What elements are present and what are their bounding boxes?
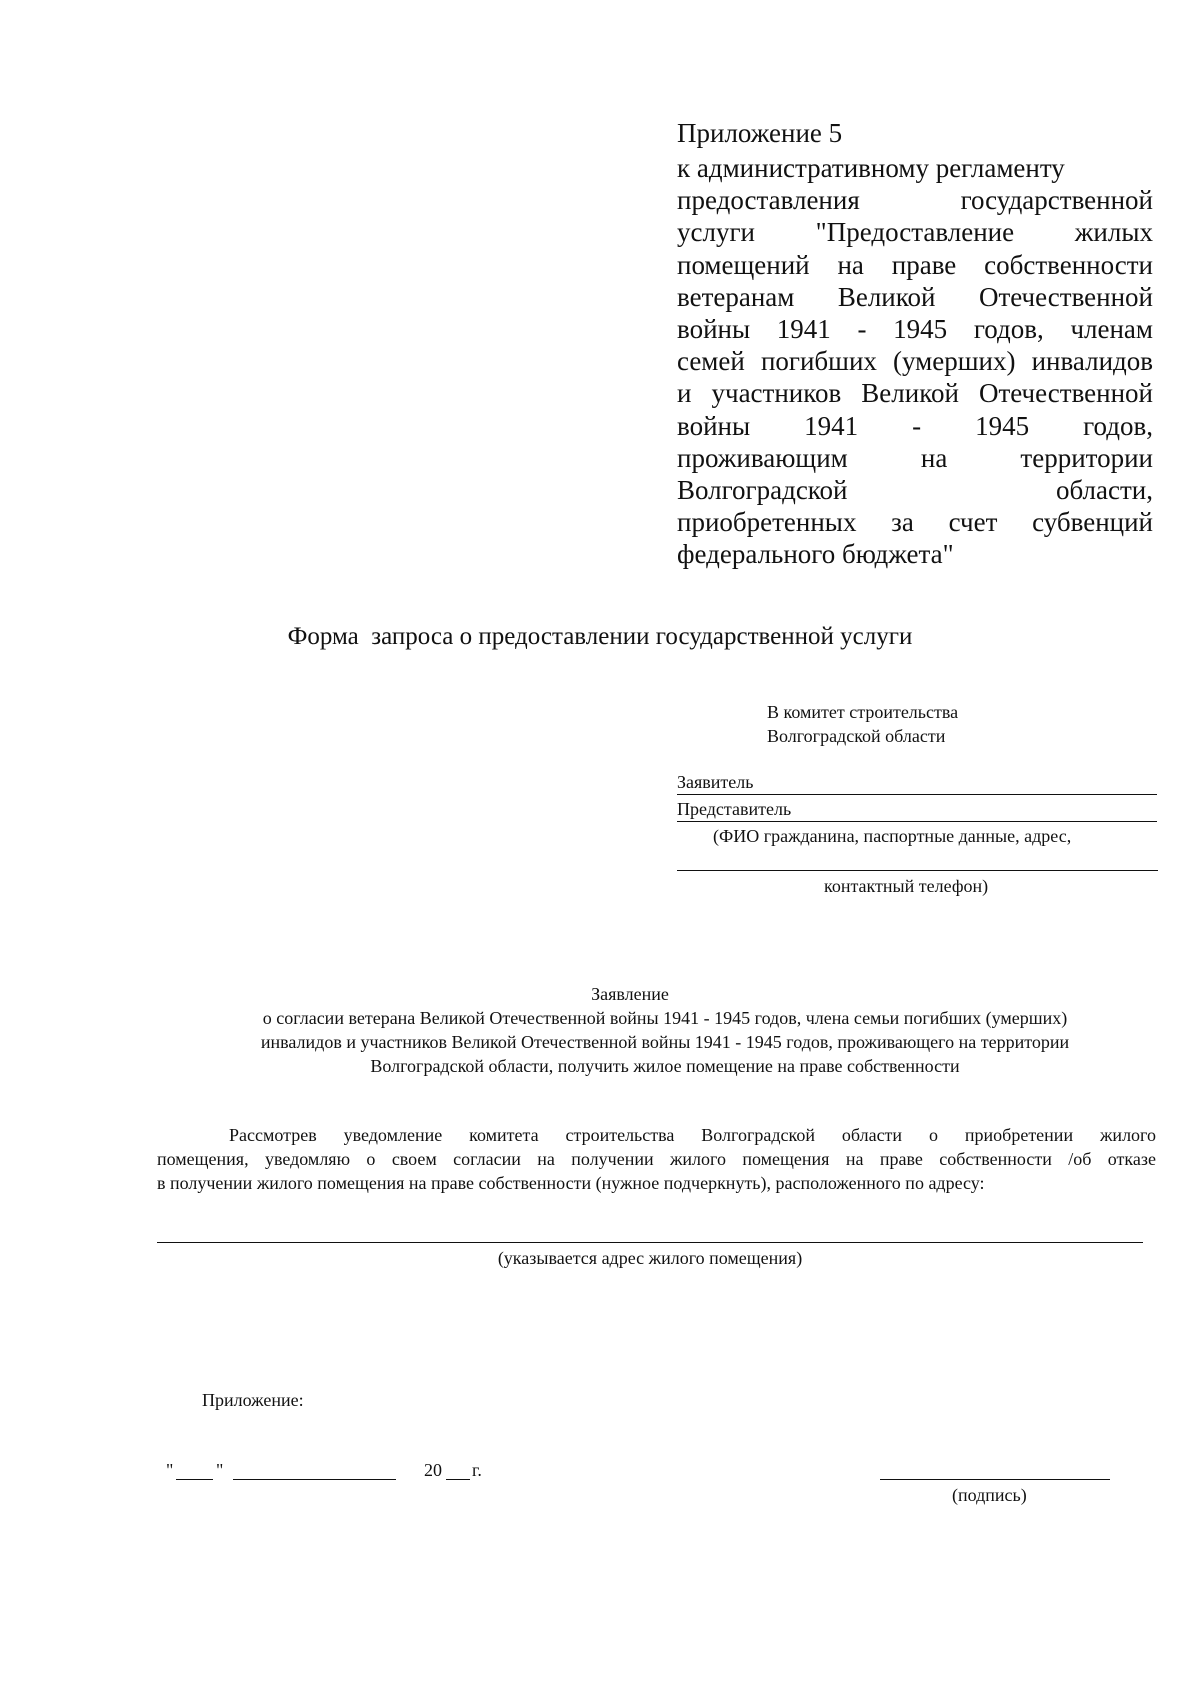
appendix-line: приобретенных за счет субвенций [677, 507, 1153, 538]
statement-subtitle [190, 1006, 1140, 1078]
addressee-line: В комитет строительства [767, 702, 959, 722]
signature-line[interactable] [880, 1479, 1110, 1480]
appendix-line: Волгоградской области, [677, 475, 1153, 506]
address-input-line[interactable] [157, 1242, 1143, 1243]
appendix-line: предоставления государственной [677, 185, 1153, 216]
address-caption: (указывается адрес жилого помещения) [497, 1248, 803, 1268]
body-paragraph [157, 1123, 1156, 1195]
phone-caption: контактный телефон) [824, 876, 989, 896]
attachment-label: Приложение: [202, 1390, 304, 1410]
statement-subtitle-line: Волгоградской области, получить жилое помещение на праве собственности [370, 1056, 960, 1076]
appendix-line: к административному регламенту [677, 153, 1065, 183]
day-blank[interactable] [176, 1479, 213, 1480]
applicant-label: Заявитель [677, 772, 754, 792]
appendix-line: семей погибших (умерших) инвалидов [677, 346, 1153, 377]
statement-subtitle-line: о согласии ветерана Великой Отечественной войны 1941 - 1945 годов, члена семьи погибших (умерших) [262, 1008, 1068, 1028]
applicant-field[interactable] [677, 768, 1157, 795]
date-quote-open: " [166, 1460, 174, 1480]
appendix-line: войны 1941 - 1945 годов, [677, 410, 1153, 441]
representative-label: Представитель [677, 799, 792, 819]
appendix-line: ветеранам Великой Отечественной [677, 281, 1153, 312]
statement-subtitle-line: инвалидов и участников Великой Отечественной войны 1941 - 1945 годов, проживающего на территории [260, 1032, 1070, 1052]
appendix-line: проживающим на территории [677, 442, 1153, 473]
year-prefix: 20 [424, 1460, 442, 1480]
year-suffix: г. [472, 1460, 482, 1480]
appendix-line: услуги "Предоставление жилых [677, 217, 1153, 248]
year-blank[interactable] [446, 1479, 470, 1480]
statement-title: Заявление [591, 984, 669, 1004]
date-quote-close: " [216, 1460, 224, 1480]
fio-caption: (ФИО гражданина, паспортные данные, адрес, [713, 826, 1072, 846]
addressee-line: Волгоградской области [767, 726, 946, 746]
appendix-body [677, 152, 1153, 571]
month-blank[interactable] [233, 1479, 396, 1480]
fio-input-line[interactable] [677, 870, 1158, 871]
body-line: помещения, уведомляю о своем согласии на получении жилого помещения на праве собственности /об отказе [157, 1149, 1156, 1169]
appendix-line: войны 1941 - 1945 годов, членам [677, 314, 1153, 345]
appendix-line: и участников Великой Отечественной [677, 378, 1153, 409]
appendix-title: Приложение 5 [677, 118, 843, 148]
body-line: Рассмотрев уведомление комитета строительства Волгоградской области о приобретении жилого [229, 1125, 1156, 1145]
signature-caption: (подпись) [952, 1485, 1027, 1505]
body-line: в получении жилого помещения на праве собственности (нужное подчеркнуть), расположенного по адресу: [157, 1173, 985, 1193]
appendix-line: федерального бюджета" [677, 539, 954, 570]
form-heading: Форма запроса о предоставлении государственной услуги [287, 623, 913, 650]
appendix-line: помещений на праве собственности [677, 249, 1153, 280]
representative-field[interactable] [677, 795, 1157, 822]
